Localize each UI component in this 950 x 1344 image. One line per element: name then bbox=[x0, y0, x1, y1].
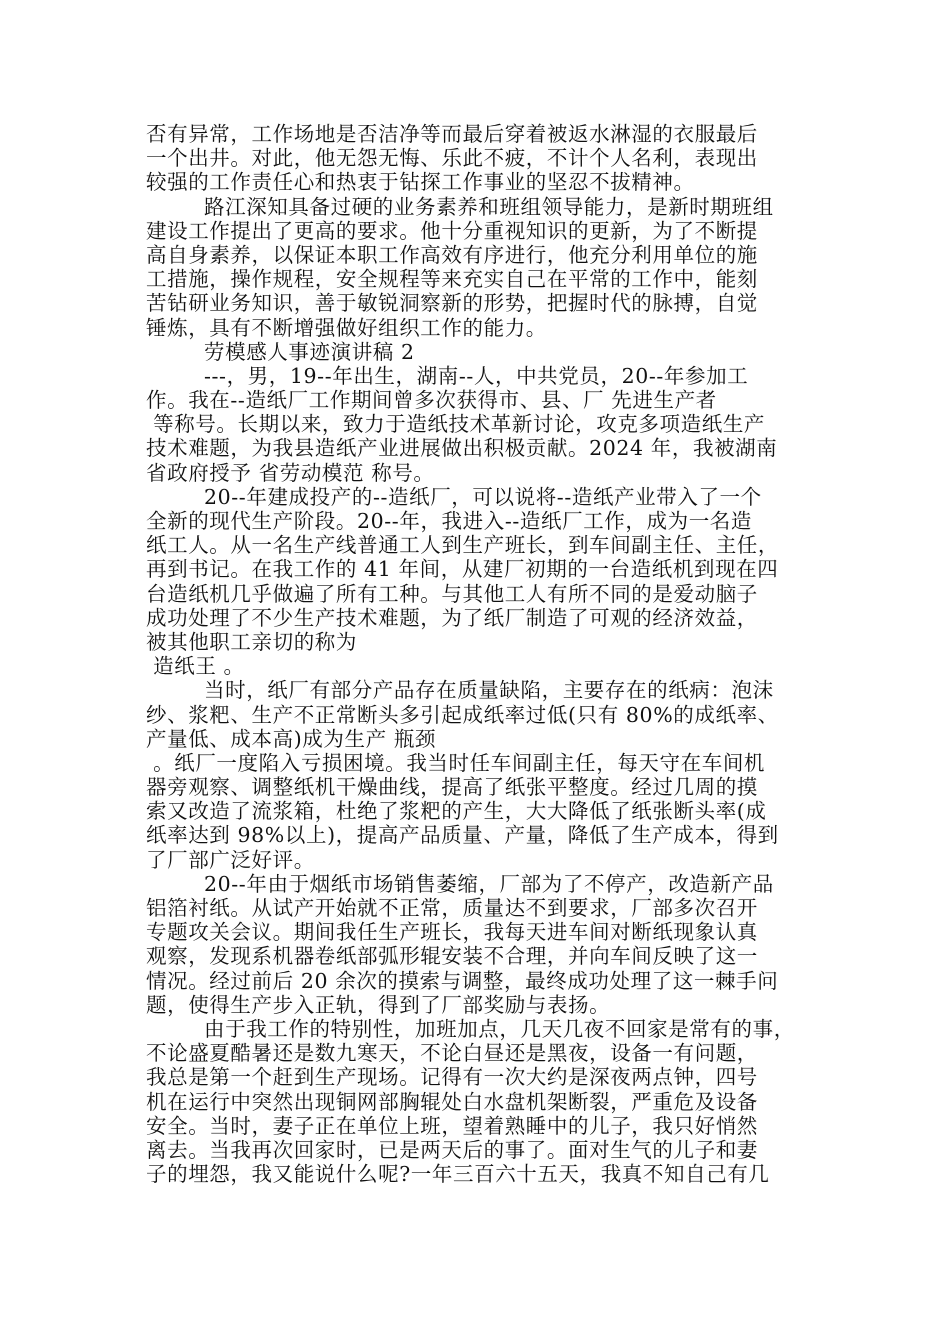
text-line: 我总是第一个赶到生产现场。记得有一次大约是深夜两点钟，四号 bbox=[146, 1065, 758, 1090]
text-line: 当时，纸厂有部分产品存在质量缺陷，主要存在的纸病：泡沫 bbox=[204, 678, 774, 703]
text-line: 较强的工作责任心和热衷于钻探工作事业的坚忍不拔精神。 bbox=[146, 170, 695, 195]
text-line: 子的埋怨，我又能说什么呢?一年三百六十五天，我真不知自己有几 bbox=[146, 1162, 770, 1187]
text-line: 建设工作提出了更高的要求。他十分重视知识的更新，为了不断提 bbox=[146, 218, 758, 243]
text-line: 劳模感人事迹演讲稿 2 bbox=[204, 339, 415, 364]
text-line: 。纸厂一度陷入亏损困境。我当时任车间副主任，每天守在车间机 bbox=[146, 750, 766, 775]
text-line: 造纸王 。 bbox=[146, 654, 245, 679]
text-line: 索又改造了流浆箱，杜绝了浆粑的产生，大大降低了纸张断头率(成 bbox=[146, 799, 767, 824]
text-line: 苦钻研业务知识，善于敏锐洞察新的形势，把握时代的脉搏，自觉 bbox=[146, 291, 758, 316]
text-line: 路江深知具备过硬的业务素养和班组领导能力，是新时期班组 bbox=[204, 194, 774, 219]
text-line: 产量低、成本高)成为生产 瓶颈 bbox=[146, 726, 437, 751]
text-line: 铝箔衬纸。从试产开始就不正常，质量达不到要求，厂部多次召开 bbox=[146, 896, 758, 920]
text-line: 20--年由于烟纸市场销售萎缩，厂部为了不停产，改造新产品 bbox=[204, 871, 774, 896]
text-line: 题，使得生产步入正轨，得到了厂部奖励与表扬。 bbox=[146, 992, 611, 1017]
text-line: ---，男，19--年出生，湖南--人，中共党员，20--年参加工 bbox=[204, 363, 749, 388]
text-line: 成功处理了不少生产技术难题，为了纸厂制造了可观的经济效益， bbox=[146, 605, 758, 630]
text-line: 器旁观察、调整纸机干燥曲线，提高了纸张平整度。经过几周的摸 bbox=[146, 775, 758, 800]
text-line: 技术难题，为我县造纸产业进展做出积极贡献。2024 年，我被湖南 bbox=[146, 436, 778, 461]
text-line: 了厂部广泛好评。 bbox=[146, 847, 315, 872]
text-line: 省政府授予 省劳动模范 称号。 bbox=[146, 460, 435, 485]
text-line: 全新的现代生产阶段。20--年，我进入--造纸厂工作，成为一名造 bbox=[146, 509, 752, 533]
text-line: 纸率达到 98%以上)，提高产品质量、产量，降低了生产成本，得到 bbox=[146, 823, 779, 848]
text-line: 专题攻关会议。期间我任生产班长，我每天进车间对断纸现象认真 bbox=[146, 920, 758, 945]
text-line: 否有异常，工作场地是否洁净等而最后穿着被返水淋湿的衣服最后 bbox=[146, 122, 758, 146]
text-line: 被其他职工亲切的称为 bbox=[146, 629, 357, 654]
text-line: 台造纸机几乎做遍了所有工种。与其他工人有所不同的是爱动脑子 bbox=[146, 581, 758, 606]
text-line: 由于我工作的特别性，加班加点，几天几夜不回家是常有的事， bbox=[204, 1016, 795, 1041]
text-line: 作。我在--造纸厂工作期间曾多次获得市、县、厂 先进生产者 bbox=[146, 388, 717, 413]
text-line: 再到书记。在我工作的 41 年间，从建厂初期的一台造纸机到现在四 bbox=[146, 557, 779, 582]
text-line: 高自身素养，以保证本职工作高效有序进行，他充分利用单位的施 bbox=[146, 242, 758, 267]
text-line: 20--年建成投产的--造纸厂，可以说将--造纸产业带入了一个 bbox=[204, 484, 762, 509]
text-line: 一个出井。对此，他无怨无悔、乐此不疲，不计个人名利，表现出 bbox=[146, 146, 758, 171]
text-line: 纱、浆粑、生产不正常断头多引起成纸率过低(只有 80%的成纸率、 bbox=[146, 702, 779, 727]
text-line: 机在运行中突然出现铜网部胸辊处白水盘机架断裂，严重危及设备 bbox=[146, 1089, 758, 1114]
text-line: 工措施，操作规程，安全规程等来充实自己在平常的工作中，能刻 bbox=[146, 267, 758, 292]
text-line: 不论盛夏酷暑还是数九寒天，不论白昼还是黑夜，设备一有问题， bbox=[146, 1041, 758, 1066]
text-line: 安全。当时，妻子正在单位上班，望着熟睡中的儿子，我只好悄然 bbox=[146, 1113, 758, 1138]
text-line: 观察，发现系机器卷纸部弧形辊安装不合理，并向车间反映了这一 bbox=[146, 944, 758, 969]
document-body bbox=[146, 122, 816, 1186]
text-line: 离去。当我再次回家时，已是两天后的事了。面对生气的儿子和妻 bbox=[146, 1137, 758, 1162]
text-line: 纸工人。从一名生产线普通工人到生产班长，到车间副主任、主任， bbox=[146, 533, 779, 558]
text-line: 情况。经过前后 20 余次的摸索与调整，最终成功处理了这一棘手问 bbox=[146, 968, 779, 993]
text-line: 锤炼，具有不断增强做好组织工作的能力。 bbox=[146, 315, 547, 340]
text-line: 等称号。长期以来，致力于造纸技术革新讨论，攻克多项造纸生产 bbox=[146, 412, 766, 437]
